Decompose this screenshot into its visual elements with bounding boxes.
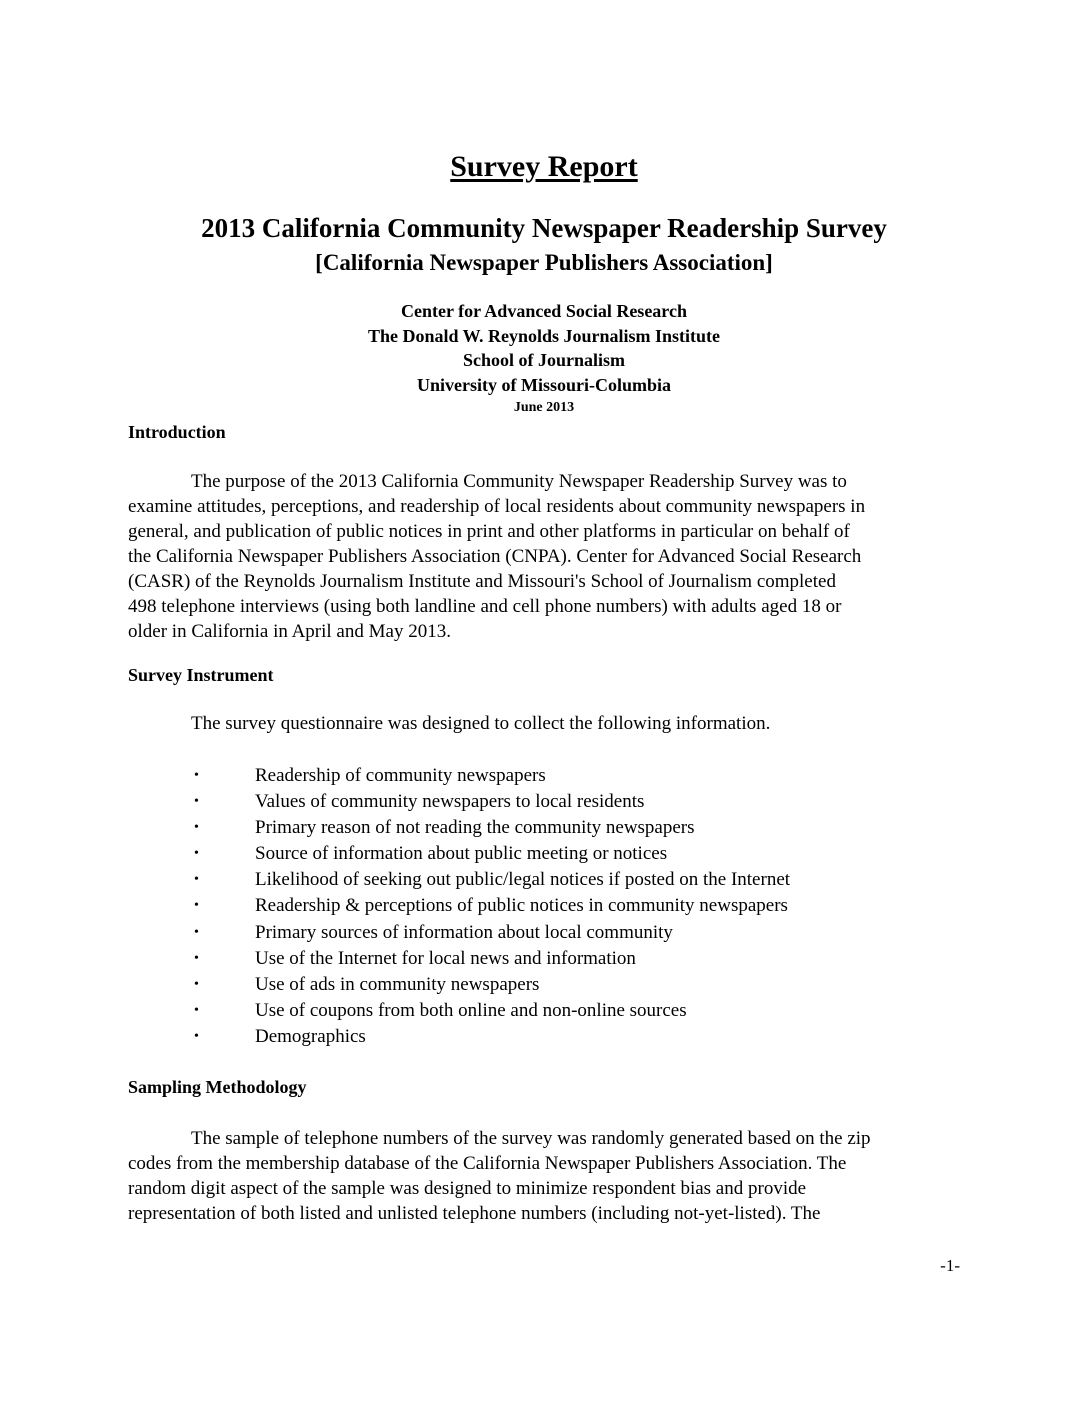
bullet-icon: • [194, 820, 199, 836]
survey-topic-label: Readership of community newspapers [255, 765, 546, 786]
report-date: June 2013 [513, 400, 575, 415]
bullet-icon: • [194, 924, 199, 940]
survey-topic-label: Use of ads in community newspapers [255, 973, 540, 995]
survey-topic-label: Likelihood of seeking out public/legal notices if posted on the Internet [255, 869, 791, 891]
survey-topic-label: Use of the Internet for local news and information [255, 947, 636, 969]
paragraph-line: The purpose of the 2013 California Community Newspaper Readership Survey was to [191, 471, 847, 492]
paragraph-line: The sample of telephone numbers of the survey was randomly generated based on the zip [191, 1128, 871, 1149]
paragraph-line: representation of both listed and unlisted telephone numbers (including not-yet-listed). The [128, 1203, 821, 1224]
institution-line: Center for Advanced Social Research [401, 301, 687, 321]
bullet-icon: • [194, 1028, 199, 1044]
survey-instrument-lead: The survey questionnaire was designed to collect the following information. [191, 713, 771, 734]
document-subtitle: 2013 California Community Newspaper Readership Survey [201, 213, 887, 243]
survey-topic-label: Use of coupons from both online and non-online sources [255, 999, 687, 1021]
bullet-icon: • [194, 794, 199, 810]
bullet-icon: • [194, 898, 199, 914]
survey-topic-label: Demographics [255, 1025, 366, 1047]
paragraph-line: examine attitudes, perceptions, and readership of local residents about community newspapers in [128, 496, 866, 517]
institution-line: School of Journalism [462, 350, 626, 370]
section-heading-introduction: Introduction [128, 422, 226, 442]
paragraph-line: (CASR) of the Reynolds Journalism Institute and Missouri's School of Journalism completed [128, 571, 836, 592]
section-heading-survey-instrument: Survey Instrument [128, 665, 274, 685]
page-number: -1- [940, 1256, 960, 1275]
institution-line: University of Missouri-Columbia [417, 375, 671, 395]
paragraph-line: the California Newspaper Publishers Association (CNPA). Center for Advanced Social Research [128, 546, 862, 567]
survey-topic-label: Readership & perceptions of public notices in community newspapers [255, 895, 788, 917]
bullet-icon: • [194, 768, 199, 783]
section-heading-sampling-methodology: Sampling Methodology [128, 1077, 307, 1097]
paragraph-line: 498 telephone interviews (using both landline and cell phone numbers) with adults aged 18 or [128, 596, 842, 617]
sampling-paragraph [128, 1126, 968, 1226]
bullet-icon: • [194, 1002, 199, 1018]
bullet-icon: • [194, 950, 199, 966]
survey-topic-label: Primary reason of not reading the community newspapers [255, 817, 695, 839]
survey-topic-label: Values of community newspapers to local residents [255, 791, 645, 813]
bullet-icon: • [194, 846, 199, 862]
document-title: Survey Report [450, 150, 638, 183]
survey-topic-label: Source of information about public meeting or notices [255, 843, 668, 865]
institution-line: The Donald W. Reynolds Journalism Institute [367, 326, 721, 346]
paragraph-line: older in California in April and May 2013. [128, 621, 451, 642]
bullet-icon: • [194, 872, 199, 888]
paragraph-line: codes from the membership database of the California Newspaper Publishers Association. The [128, 1153, 847, 1174]
survey-topic-label: Primary sources of information about local community [255, 921, 673, 943]
organization-name: [California Newspaper Publishers Association] [315, 250, 773, 275]
introduction-paragraph [128, 469, 968, 644]
paragraph-line: random digit aspect of the sample was designed to minimize respondent bias and provide [128, 1178, 807, 1199]
bullet-icon: • [194, 976, 199, 992]
paragraph-line: general, and publication of public notices in print and other platforms in particular on behalf of [128, 521, 850, 542]
